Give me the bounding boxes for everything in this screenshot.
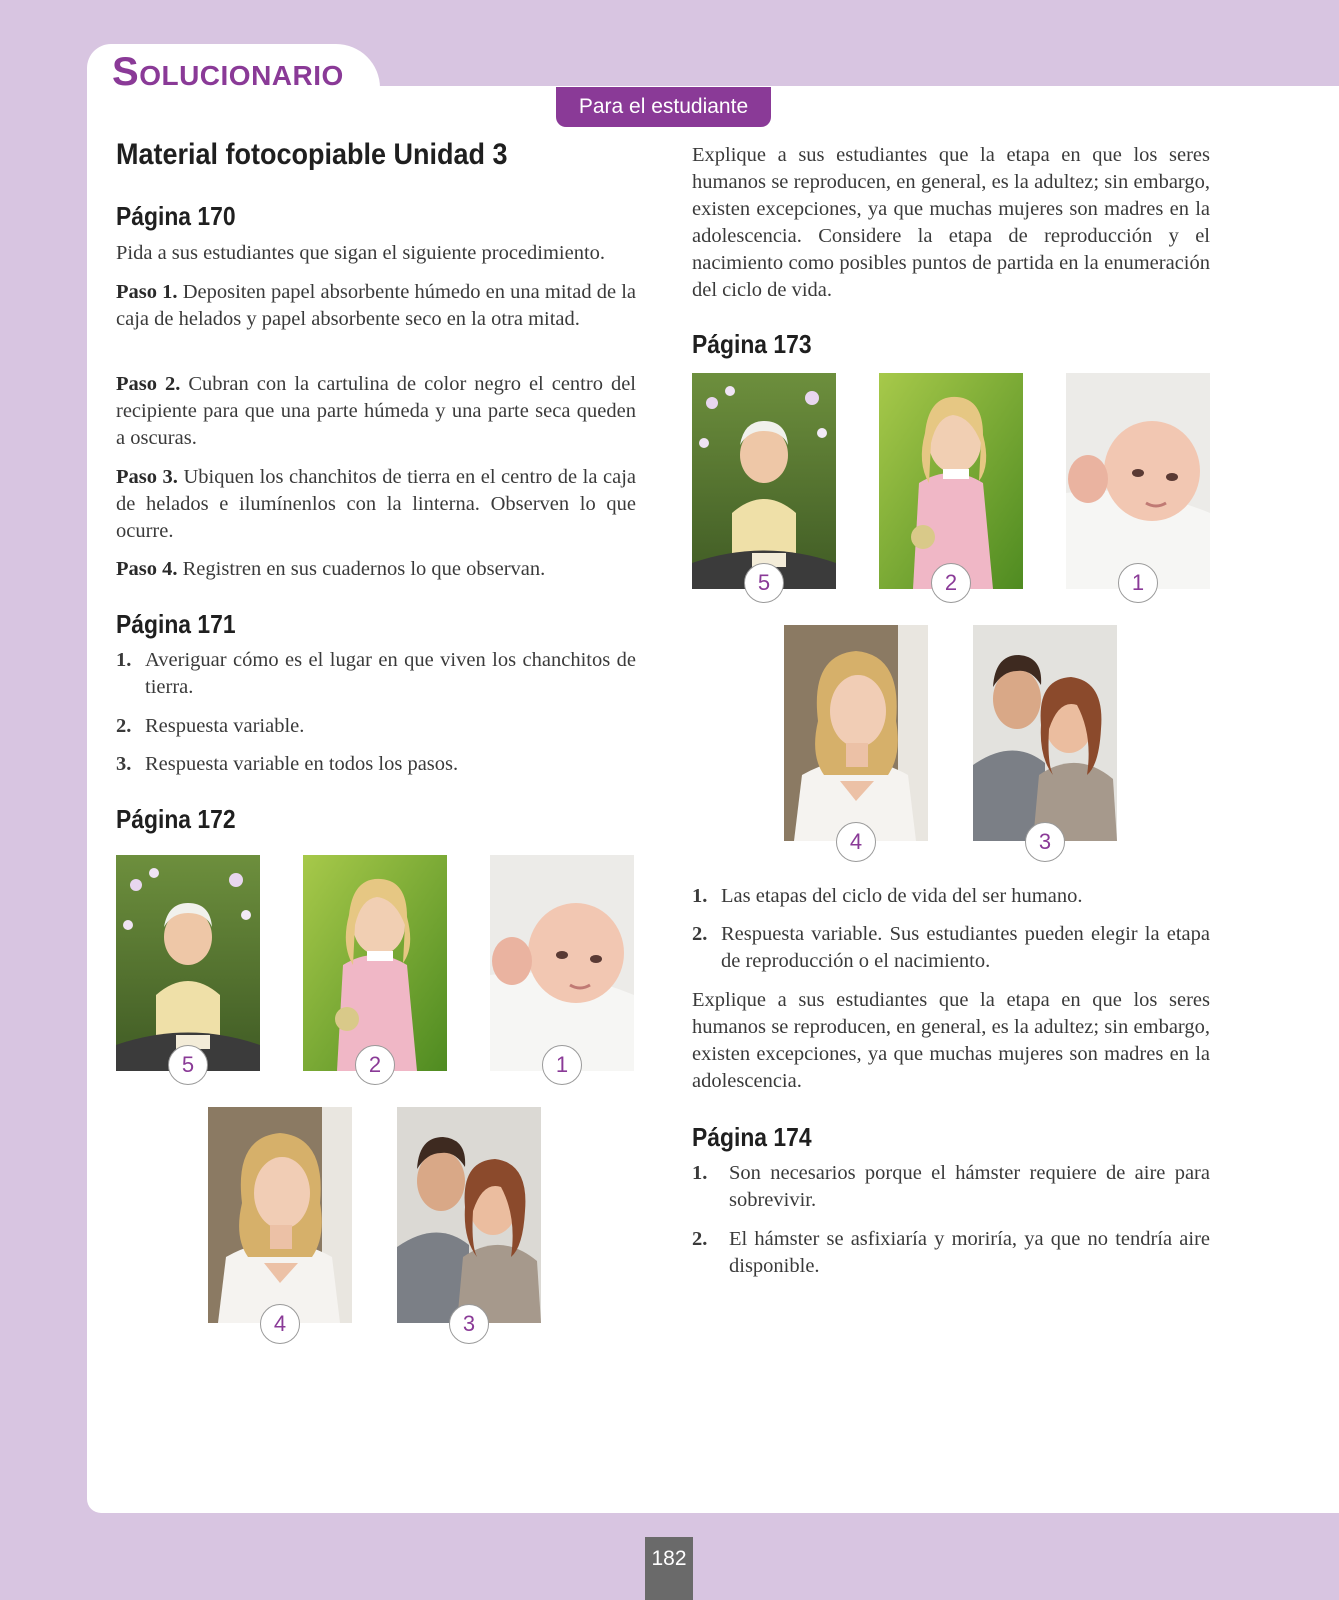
list-item: [692, 921, 1210, 975]
step-text: Ubiquen los chanchitos de tierra en el centro de la caja de helados e ilumínenlos con la linterna. Observen lo que ocurre.: [116, 466, 637, 542]
brand-rest: OLUCIONARIO: [139, 60, 344, 91]
step-text: Registren en sus cuadernos lo que observan.: [182, 558, 546, 580]
order-badge: 2: [931, 563, 971, 603]
photo-young-girl: [879, 373, 1023, 589]
page-number: 182: [645, 1537, 693, 1600]
list-item: [116, 713, 636, 740]
step-text: Cubran con la cartulina de color negro el centro del recipiente para que una parte húmeda y una parte seca queden a oscuras.: [116, 373, 636, 449]
photo-elderly-woman: [692, 373, 836, 589]
order-badge: 1: [1118, 563, 1158, 603]
item-number: 1.: [116, 649, 132, 671]
order-badge: 1: [542, 1045, 582, 1085]
intro-paragraph: Explique a sus estudiantes que la etapa en que los seres humanos se reproducen, en general, es la adultez; sin embargo, existen excepciones, ya que muchas mujeres son madres en la adolescencia. Considere la etapa de reproducción y el nacimiento como posibles puntos de partida en la enumeración del ciclo de vida.: [692, 144, 1210, 301]
list-item: [692, 1160, 1210, 1214]
item-text: El hámster se asfixiaría y moriría, ya que no tendría aire disponible.: [729, 1228, 1210, 1277]
order-badge: 4: [836, 822, 876, 862]
item-number: 1.: [692, 1162, 708, 1184]
step-1: [116, 279, 636, 333]
list-item: [116, 647, 636, 701]
photo-couple: [973, 625, 1117, 841]
order-badge: 5: [744, 563, 784, 603]
item-text: Averiguar cómo es el lugar en que viven los chanchitos de tierra.: [145, 649, 636, 698]
photo-baby: [490, 855, 634, 1071]
order-badge: 5: [168, 1045, 208, 1085]
order-badge: 2: [355, 1045, 395, 1085]
photo-couple: [397, 1107, 541, 1323]
photo-woman: [784, 625, 928, 841]
photo-elderly-woman: [116, 855, 260, 1071]
photo-baby: [1066, 373, 1210, 589]
step-label: Paso 4.: [116, 558, 178, 580]
item-number: 2.: [692, 1228, 708, 1250]
photo-young-girl: [303, 855, 447, 1071]
note-paragraph: Explique a sus estudiantes que la etapa en que los seres humanos se reproducen, en general, es la adultez; sin embargo, existen excepciones, ya que muchas mujeres son madres en la adolescencia.: [692, 989, 1210, 1092]
photo-woman: [208, 1107, 352, 1323]
step-3: [116, 464, 636, 545]
item-text: Respuesta variable. Sus estudiantes pueden elegir la etapa de reproducción o el nacimiento.: [721, 923, 1210, 972]
item-text: Respuesta variable.: [145, 715, 305, 737]
order-badge: 3: [449, 1304, 489, 1344]
order-badge: 4: [260, 1304, 300, 1344]
heading-page-174: Página 174: [692, 1122, 812, 1152]
step-text: Depositen papel absorbente húmedo en una mitad de la caja de helados y papel absorbente seco en la otra mitad.: [116, 281, 637, 330]
list-item: [116, 751, 636, 778]
section-brand: [112, 50, 344, 95]
step-2: [116, 371, 636, 452]
list-item: [692, 883, 1210, 910]
audience-tag: Para el estudiante: [556, 87, 771, 127]
step-label: Paso 2.: [116, 373, 181, 395]
step-label: Paso 1.: [116, 281, 178, 303]
item-number: 2.: [692, 923, 708, 945]
item-number: 1.: [692, 885, 708, 907]
step-4: [116, 556, 636, 583]
heading-page-170: Página 170: [116, 201, 236, 231]
unit-title: Material fotocopiable Unidad 3: [116, 138, 508, 171]
item-number: 2.: [116, 715, 132, 737]
heading-page-171: Página 171: [116, 609, 236, 639]
step-label: Paso 3.: [116, 466, 178, 488]
item-number: 3.: [116, 753, 132, 775]
intro-170: Pida a sus estudiantes que sigan el siguiente procedimiento.: [116, 242, 606, 264]
list-item: [692, 1226, 1210, 1280]
heading-page-173: Página 173: [692, 329, 812, 359]
item-text: Respuesta variable en todos los pasos.: [145, 753, 459, 775]
item-text: Las etapas del ciclo de vida del ser humano.: [721, 885, 1083, 907]
order-badge: 3: [1025, 822, 1065, 862]
brand-initial: S: [112, 50, 140, 94]
heading-page-172: Página 172: [116, 804, 236, 834]
item-text: Son necesarios porque el hámster requiere de aire para sobrevivir.: [729, 1162, 1210, 1211]
